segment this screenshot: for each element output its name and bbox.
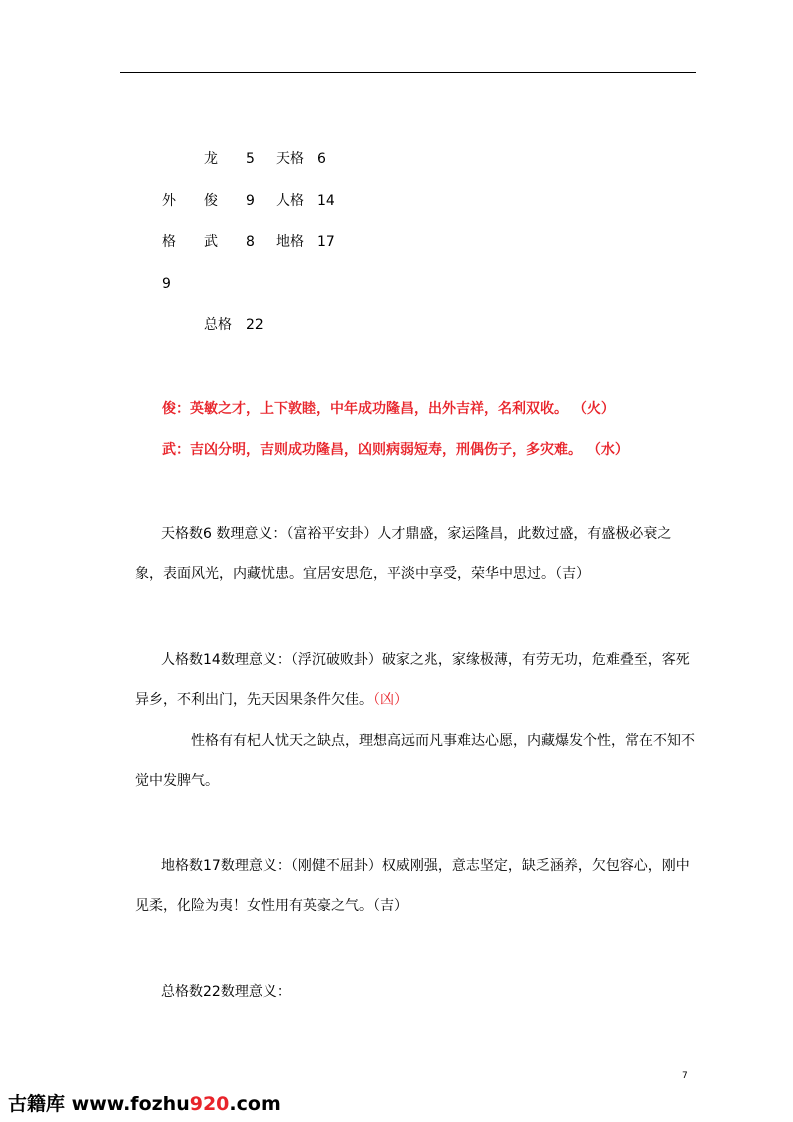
paragraph-zongge-text: 总格数22数理意义：	[161, 984, 291, 1000]
paragraph-zongge	[135, 972, 695, 1012]
grid-name-2: 俊	[204, 193, 218, 209]
grid-num-3: 8	[246, 234, 255, 250]
paragraph-renge-personality	[135, 721, 695, 801]
grid-val-dige: 17	[317, 234, 335, 250]
grid-num-2: 9	[246, 193, 255, 209]
footer-url-suffix: .com	[229, 1093, 281, 1115]
paragraph-tiange-text: 天格数6 数理意义：（富裕平安卦）人才鼎盛，家运隆昌，此数过盛，有盛极必衰之象，表面风光，内藏忧患。宜居安思危，平淡中享受，荣华中思过。（吉）	[135, 526, 672, 582]
paragraph-dige	[135, 846, 695, 926]
paragraph-renge-text: 人格数14数理意义：（浮沉破败卦）破家之兆，家缘极薄，有劳无功，危难叠至，客死异乡，不利出门，先天因果条件欠佳。	[135, 652, 690, 708]
header-rule	[120, 72, 696, 73]
grid-num-1: 5	[246, 151, 255, 167]
grid-side-1: 外	[162, 193, 176, 209]
paragraph-renge-personality-text: 性格有有杞人忧天之缺点，理想高远而凡事难达心愿，内藏爆发个性，常在不知不觉中发脾气。	[135, 733, 695, 789]
page-number: 7	[682, 1071, 688, 1081]
grid-val-renge: 14	[317, 193, 335, 209]
grid-side-3: 9	[162, 276, 171, 292]
paragraph-renge	[135, 640, 695, 720]
paragraph-renge-tag: （凶）	[373, 692, 408, 708]
grid-val-zongge: 22	[246, 317, 264, 333]
paragraph-tiange	[135, 514, 695, 594]
grid-name-1: 龙	[204, 151, 218, 167]
grid-label-tiange: 天格	[276, 151, 304, 167]
grid-label-renge: 人格	[276, 193, 304, 209]
footer-url-number: 920	[189, 1093, 230, 1115]
grid-label-dige: 地格	[276, 234, 304, 250]
paragraph-dige-text: 地格数17数理意义：（刚健不屈卦）权威刚强，意志坚定，缺乏涵养，欠包容心，刚中见柔，化险为夷！女性用有英豪之气。（吉）	[135, 858, 690, 914]
footer-brand: 古籍库	[8, 1093, 66, 1115]
grid-name-3: 武	[204, 234, 218, 250]
footer-url-prefix: www.fozhu	[71, 1093, 190, 1115]
red-line-wu: 武：吉凶分明，吉则成功隆昌，凶则病弱短寿，刑偶伤子，多灾难。 （水）	[162, 442, 629, 458]
red-line-jun: 俊：英敏之才，上下敦睦，中年成功隆昌，出外吉祥，名利双收。 （火）	[162, 401, 615, 417]
grid-side-2: 格	[162, 234, 176, 250]
watermark-footer	[8, 1089, 281, 1116]
grid-val-tiange: 6	[317, 151, 326, 167]
grid-label-zongge: 总格	[204, 317, 232, 333]
